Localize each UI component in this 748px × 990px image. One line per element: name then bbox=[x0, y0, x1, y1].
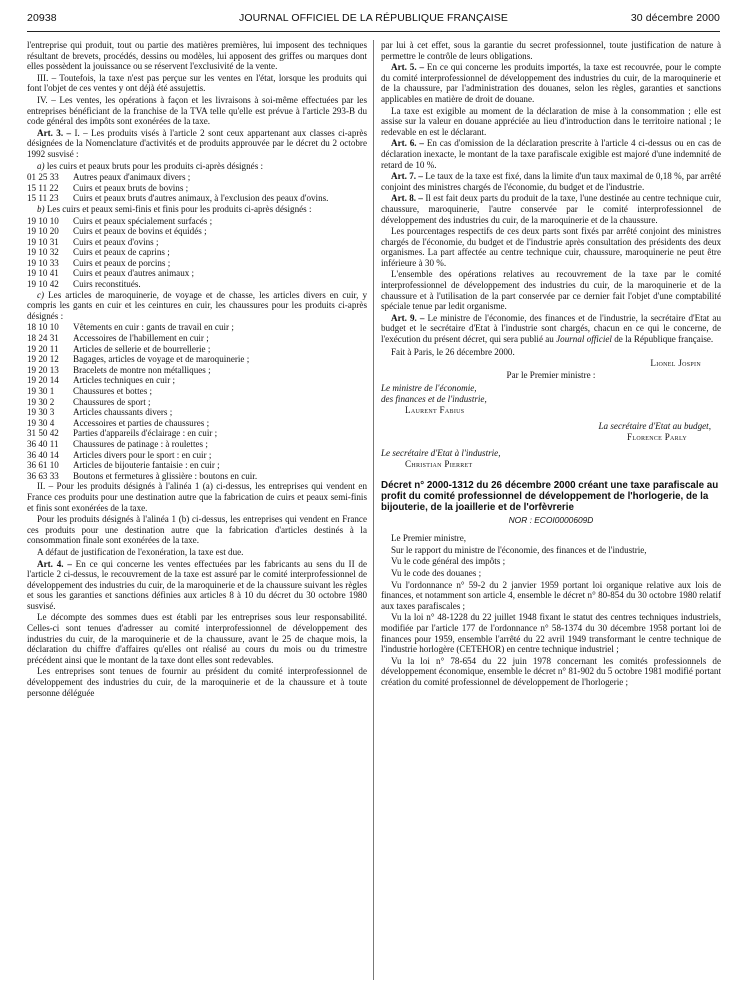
item-code: 19 20 14 bbox=[27, 375, 59, 386]
paragraph: La taxe est exigible au moment de la déclaration de mise à la consommation ; elle est assise sur la valeur en douane appréciée au lieu d'introduction dans le territoire national ; le redevable en est le déclarant. bbox=[381, 105, 721, 137]
column-divider bbox=[373, 40, 374, 980]
paragraph: Les pourcentages respectifs de ces deux parts sont fixés par arrêté conjoint des ministres chargés de l'économie, du budget et de l'industrie après consultation des présidents des deux organismes. La part affectée au centre technique cuir, chaussure, maroquinerie ne peut être inférieure à 30 %. bbox=[381, 226, 721, 268]
item-label: Cuirs et peaux bruts d'autres animaux, à l'exclusion des peaux d'ovins. bbox=[73, 193, 329, 204]
item-code: 01 25 33 bbox=[27, 172, 59, 183]
article-3 bbox=[27, 128, 367, 160]
item-code: 19 20 13 bbox=[27, 364, 59, 375]
subsection-letter: a) bbox=[37, 160, 45, 171]
item-label: Chaussures de sport ; bbox=[73, 396, 151, 407]
list-item bbox=[27, 193, 367, 204]
list-item bbox=[27, 216, 367, 227]
article-text: Le ministre de l'économie, des finances et de l'industrie, la secrétaire d'Etat au budget et le secrétaire d'Etat à l'industrie sont chargés, chacun en ce qui le concerne, de l'exécution du présent décret, qui sera publié au bbox=[381, 312, 721, 345]
item-label: Accessoires et parties de chaussures ; bbox=[73, 417, 210, 428]
item-label: Parties d'appareils d'éclairage : en cuir ; bbox=[73, 428, 218, 439]
article-text: de la République française. bbox=[611, 334, 714, 345]
list-item bbox=[27, 237, 367, 248]
list-item bbox=[27, 354, 367, 365]
item-code: 19 20 12 bbox=[27, 354, 59, 365]
list-item bbox=[27, 407, 367, 418]
journal-title: JOURNAL OFFICIEL DE LA RÉPUBLIQUE FRANÇAISE bbox=[239, 12, 508, 24]
item-code: 36 40 11 bbox=[27, 438, 59, 449]
subsection-text: les cuirs et peaux bruts pour les produits ci-après désignés : bbox=[44, 160, 264, 171]
paragraph: IV. – Les ventes, les opérations à façon et les livraisons à soi-même effectuées par les entreprises bénéficiant de la franchise de la TVA telle qu'elle est prévue à l'article 293-B du code général des impôts sont exonérées de la taxe. bbox=[27, 94, 367, 127]
minister-title: des finances et de l'industrie, bbox=[381, 394, 487, 404]
page-number: 20938 bbox=[27, 12, 57, 24]
list-c bbox=[27, 322, 367, 481]
item-code: 19 10 31 bbox=[27, 236, 59, 247]
page-header bbox=[27, 12, 720, 28]
paragraph: L'ensemble des opérations relatives au recouvrement de la taxe par le comité interprofessionnel de développement des industries du cuir, de la maroquinerie et de la chaussure et à l'utilisation de la part conservée par ce dernier fait l'objet d'une comptabilité spéciale tenue par ledit organisme. bbox=[381, 269, 721, 312]
list-item bbox=[27, 344, 367, 355]
article-label: Art. 8. – bbox=[391, 193, 423, 204]
article-text: En cas d'omission de la déclaration prescrite à l'article 4 ci-dessus ou en cas de déclaration inexacte, le montant de la taxe parafiscale exigible est majoré d'une indemnité de retard de 10 %. bbox=[381, 138, 721, 170]
paragraph: Le décompte des sommes dues est établi par les entreprises sous leur responsabilité. Celles-ci sont tenues d'adresser au comité interprofessionnel de développement des industries du cuir, de la maroquinerie et de la chaussure, avant le 25 de chaque mois, la déclaration du chiffre d'affaires qu'elles ont réalisé au cours du mois ou du trimestre précédent ainsi que le montant de la taxe dont elles sont redevables. bbox=[27, 612, 367, 665]
item-code: 31 50 42 bbox=[27, 428, 59, 439]
signature-prime-minister: Lionel Jospin bbox=[650, 358, 701, 369]
item-label: Boutons et fermetures à glissière : boutons en cuir. bbox=[73, 470, 258, 481]
article-label: Art. 3. – bbox=[37, 127, 72, 138]
right-column bbox=[381, 40, 721, 688]
subsection-b bbox=[27, 204, 367, 215]
item-label: Autres peaux d'animaux divers ; bbox=[73, 172, 191, 183]
article-9 bbox=[381, 313, 721, 345]
nor-reference: NOR : ECOI0000609D bbox=[508, 514, 594, 525]
item-code: 18 10 10 bbox=[27, 322, 59, 333]
list-item bbox=[27, 375, 367, 386]
item-code: 36 63 33 bbox=[27, 470, 59, 481]
list-item bbox=[27, 333, 367, 344]
item-code: 19 10 10 bbox=[27, 215, 59, 226]
article-label: Art. 5. – bbox=[391, 62, 425, 73]
subsection-letter: b) bbox=[37, 203, 45, 214]
item-label: Bracelets de montre non métalliques ; bbox=[73, 364, 211, 375]
list-item bbox=[27, 268, 367, 279]
subsection-c bbox=[27, 290, 367, 322]
secretary-budget-title: La secrétaire d'Etat au budget, bbox=[598, 421, 711, 432]
item-code: 19 10 33 bbox=[27, 257, 59, 268]
subsection-text: Les articles de maroquinerie, de voyage et de chasse, les articles divers en cuir, y compris les gants en cuir et les ceintures en cuir, les chaussures pour les produits ci-après désignés : bbox=[27, 289, 367, 321]
article-text: En ce qui concerne les ventes effectuées par les fabricants au sens du II de l'article 2 ci-dessus, le recouvrement de la taxe est assuré par le comité interprofessionnel de développement des industries du cuir, de la maroquinerie et de la chaussure suivant les règles et sous les garanties et sanctions définies aux articles 8 à 10 du décret du 30 octobre 1980 susvisé. bbox=[27, 558, 367, 611]
article-text: Il est fait deux parts du produit de la taxe, l'une destinée au centre technique cuir, chaussure, maroquinerie, l'autre conservée par le comité interprofessionnel de développement des industries du cuir, de la maroquinerie et de la chaussure. bbox=[381, 193, 721, 225]
item-code: 18 24 31 bbox=[27, 333, 59, 344]
item-label: Articles divers pour le sport : en cuir ; bbox=[73, 449, 212, 460]
paragraph: Les entreprises sont tenues de fournir au président du comité interprofessionnel de développement des industries du cuir, de la maroquinerie et de la chaussure et à toute personne déléguée bbox=[27, 666, 367, 698]
item-label: Chaussures et bottes ; bbox=[73, 386, 153, 396]
article-8 bbox=[381, 193, 721, 225]
subsection-a bbox=[27, 161, 367, 172]
paragraph: II. – Pour les produits désignés à l'alinéa 1 (a) ci-dessus, les entreprises qui vendent en France ces produits pour une destination autre que la fabrication de cuirs et peaux semi-finis et finis sont exonérées de la taxe. bbox=[27, 481, 367, 513]
item-label: Cuirs reconstitués. bbox=[73, 279, 141, 290]
list-item bbox=[27, 247, 367, 258]
item-code: 36 61 10 bbox=[27, 460, 59, 471]
article-label: Art. 7. – bbox=[391, 171, 423, 182]
list-item bbox=[27, 386, 367, 397]
article-label: Art. 9. – bbox=[391, 312, 425, 323]
journal-reference: Journal officiel bbox=[556, 334, 612, 345]
item-label: Cuirs et peaux d'ovins ; bbox=[73, 236, 159, 247]
list-item bbox=[27, 172, 367, 183]
item-label: Articles techniques en cuir ; bbox=[73, 375, 176, 386]
paragraph: Sur le rapport du ministre de l'économie, des finances et de l'industrie, bbox=[391, 544, 647, 555]
item-code: 19 10 32 bbox=[27, 247, 59, 258]
by-prime-minister: Par le Premier ministre : bbox=[506, 369, 596, 380]
list-a bbox=[27, 172, 367, 204]
paragraph: Vu le code général des impôts ; bbox=[391, 556, 506, 567]
list-item bbox=[27, 471, 367, 482]
secretary-industry-name: Christian Pierret bbox=[405, 458, 473, 469]
list-item bbox=[27, 418, 367, 429]
list-item bbox=[27, 226, 367, 237]
item-label: Articles de bijouterie fantaisie : en cuir ; bbox=[73, 460, 220, 471]
header-rule bbox=[27, 31, 720, 32]
item-code: 19 10 20 bbox=[27, 226, 59, 237]
paragraph: Pour les produits désignés à l'alinéa 1 (b) ci-dessus, les entreprises qui vendent en France ces produits pour une destination autre que la fabrication d'articles destinés à la consommation finale sont exonérées de la taxe. bbox=[27, 514, 367, 546]
subsection-text: Les cuirs et peaux semi-finis et finis pour les produits ci-après désignés : bbox=[44, 203, 312, 214]
left-column bbox=[27, 40, 367, 699]
list-item bbox=[27, 450, 367, 461]
paragraph: A défaut de justification de l'exonération, la taxe est due. bbox=[37, 546, 244, 557]
item-label: Cuirs et peaux spécialement surfacés ; bbox=[73, 215, 213, 226]
item-code: 36 40 14 bbox=[27, 449, 59, 460]
paragraph: Vu la loi n° 48-1228 du 22 juillet 1948 fixant le statut des centres techniques industriels, modifiée par l'article 177 de l'ordonnance n° 58-1374 du 30 décembre 1958 portant loi de finances pour 1959, ensemble l'arrêté du 22 avril 1949 transformant le centre technique de l'industrie horlogère (CETEHOR) en centre technique industriel ; bbox=[381, 612, 721, 655]
item-code: 19 10 41 bbox=[27, 268, 59, 279]
secretary-budget-name: Florence Parly bbox=[627, 431, 687, 442]
item-label: Bagages, articles de voyage et de maroquinerie ; bbox=[73, 354, 250, 365]
item-label: Cuirs et peaux de caprins ; bbox=[73, 247, 170, 258]
list-b bbox=[27, 216, 367, 290]
list-item bbox=[27, 428, 367, 439]
article-label: Art. 6. – bbox=[391, 138, 424, 149]
minister-title: Le ministre de l'économie, bbox=[381, 383, 477, 394]
list-item bbox=[27, 439, 367, 450]
decree-title: Décret n° 2000-1312 du 26 décembre 2000 créant une taxe parafiscale au profit du comité professionnel de développement de l'horlogerie, de la bijouterie, de la joaillerie et de l'orfèvrerie bbox=[381, 479, 719, 513]
minister-name: Laurent Fabius bbox=[405, 404, 465, 415]
article-6 bbox=[381, 138, 721, 170]
item-label: Articles chaussants divers ; bbox=[73, 407, 173, 418]
item-label: Accessoires de l'habillement en cuir ; bbox=[73, 333, 209, 344]
issue-date: 30 décembre 2000 bbox=[630, 12, 720, 24]
item-label: Articles de sellerie et de bourrellerie ; bbox=[73, 343, 211, 354]
secretary-industry-title: Le secrétaire d'Etat à l'industrie, bbox=[381, 448, 501, 459]
paragraph: Le Premier ministre, bbox=[391, 533, 467, 544]
list-item bbox=[27, 397, 367, 408]
item-code: 19 10 42 bbox=[27, 279, 59, 290]
paragraph: Vu le code des douanes ; bbox=[391, 567, 482, 578]
item-label: Vêtements en cuir : gants de travail en cuir ; bbox=[73, 322, 234, 333]
paragraph: par lui à cet effet, sous la garantie du secret professionnel, toute justification de nature à permettre le contrôle de leurs obligations. bbox=[381, 40, 721, 61]
article-5 bbox=[381, 62, 721, 104]
item-label: Cuirs et peaux de bovins et équidés ; bbox=[73, 226, 207, 237]
article-text: I. – Les produits visés à l'article 2 sont ceux appartenant aux classes ci-après désignées de la Nomenclature d'activités et de produits approuvée par le décret du 2 octobre 1992 susvisé : bbox=[27, 127, 367, 159]
article-text: Le taux de la taxe est fixé, dans la limite d'un taux maximal de 0,18 %, par arrêté conjoint des ministres chargés de l'économie, du budget et de l'industrie. bbox=[381, 171, 722, 192]
item-code: 19 30 1 bbox=[27, 386, 55, 396]
item-code: 15 11 23 bbox=[27, 193, 59, 204]
paragraph: Vu la loi n° 78-654 du 22 juin 1978 concernant les comités professionnels de développement économique, ensemble le décret n° 81-902 du 5 octobre 1981 modifié portant création du comité professionnel de développement de l'horlogerie ; bbox=[381, 655, 721, 687]
list-item bbox=[27, 365, 367, 376]
list-item bbox=[27, 322, 367, 333]
article-label: Art. 4. – bbox=[37, 558, 72, 569]
list-item bbox=[27, 183, 367, 194]
paragraph: III. – Toutefois, la taxe n'est pas perçue sur les ventes en l'état, lorsque les produits qui font l'objet de ces ventes y ont déjà été assujettis. bbox=[27, 72, 367, 94]
item-label: Cuirs et peaux bruts de bovins ; bbox=[73, 182, 189, 193]
item-code: 15 11 22 bbox=[27, 182, 59, 193]
article-7 bbox=[381, 171, 721, 192]
item-label: Cuirs et peaux d'autres animaux ; bbox=[73, 268, 195, 279]
article-4 bbox=[27, 559, 367, 612]
item-code: 19 30 2 bbox=[27, 396, 55, 407]
list-item bbox=[27, 460, 367, 471]
subsection-letter: c) bbox=[37, 289, 45, 300]
item-code: 19 20 11 bbox=[27, 343, 59, 354]
paragraph: l'entreprise qui produit, tout ou partie des matières premières, lui imposent des techniques résultant de brevets, procédés, dessins ou modèles, lui apposent des griffes ou marques dont elles possèdent la jouissance ou se réservent l'exclusivité de la vente. bbox=[27, 40, 367, 72]
paragraph: Vu l'ordonnance n° 59-2 du 2 janvier 1959 portant loi organique relative aux lois de finances, et notamment son article 4, ensemble le décret n° 80-854 du 30 octobre 1980 relatif aux taxes parafiscales ; bbox=[381, 579, 721, 611]
item-code: 19 30 4 bbox=[27, 417, 55, 428]
item-label: Chaussures de patinage : à roulettes ; bbox=[73, 438, 208, 449]
list-item bbox=[27, 258, 367, 269]
article-text: En ce qui concerne les produits importés, la taxe est recouvrée, pour le compte du comité interprofessionnel de développement des industries du cuir, de la maroquinerie et de la chaussure, par l'administration des douanes, selon les règles, garanties et sanctions applicables en matière de droit de douane. bbox=[381, 62, 721, 104]
place-date: Fait à Paris, le 26 décembre 2000. bbox=[391, 346, 515, 357]
list-item bbox=[27, 279, 367, 290]
item-code: 19 30 3 bbox=[27, 407, 55, 418]
item-label: Cuirs et peaux de porcins ; bbox=[73, 257, 171, 268]
